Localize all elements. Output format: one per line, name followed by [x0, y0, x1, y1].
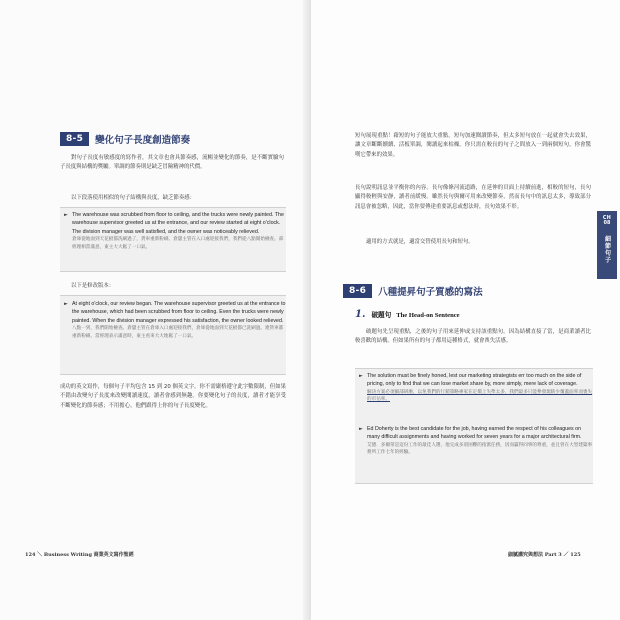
example-chinese: 解決方案必須細部研磨，以免我們的行銷策略專家在定價上失準太多，我們最多只能參發現缺少覆蓋面率而喪失的市佔率。 [367, 389, 593, 403]
example-english: The warehouse was scrubbed from floor to ceiling, and the trucks were newly painted. The warehouse supervisor greeted us at the entrance, and our review started at eight o'clock. The division manager was well satisfied, and the owner was noticeably relieved. [72, 212, 284, 235]
closing-paragraph: 成功的英文寫作，每個句子平均包含 15 到 20 個英文字，你不需嚴格遵守此字數限制，但如果不錯由改變句子長度來改變閱讀速度，讀者會感到無趣。你要變化句子的長度，讀者才能享受不斷變化的節奏感；不用擔心，他們跟得上你的句子長度變化。 [60, 384, 286, 409]
right-footer: 細膩講究與想法 Part 3 ／ 125 [508, 552, 581, 558]
section-heading-8-6 [343, 284, 483, 298]
example-english: Ed Doherty is the best candidate for the job, having earned the respect of his colleagues on many difficult assignments and having worked for seven years for a major architectural firm. [367, 426, 582, 441]
example-chinese: 倉庫從地面到天花板都洗刷過了，貨車重新粉刷。倉儲主管在入口處迎接我們，我們從八點開始檢查。部經理相當滿意，東主大大鬆了一口氣。 [72, 237, 284, 250]
chapter-label: CH [602, 216, 612, 221]
bullet-icon: ► [359, 373, 363, 379]
bullet-icon: ► [64, 212, 68, 218]
section-number: 8-5 [60, 132, 89, 146]
example-item-3 [359, 372, 593, 404]
long-sentence-paragraph: 長句說明訊息並平衡你的內容。長句像條河流道路，在延伸的頁面上持續前進，相較的短句，長句顯得較輕與安靜，讀者前緩慢。雖然長句與爾可用來改變節奏，然而長句中的訊息太多，導致部分訊息會被忽略，因此，當你要傳達重要訊息或想法時，長句效果不彰。 [355, 185, 591, 210]
left-footer: 124 ＼ Business Writing 商業英文寫作聖經 [25, 552, 134, 558]
subsection-title: 破題句 [371, 311, 392, 319]
intro-paragraph: 對句子長度有敏感度的寫作者，其文章也會具節奏感，流暢並變化的節奏，是不斷實驗句子長度與結構的獎勵。單調的節奏則是缺乏冒險精神的代價。 [60, 155, 284, 171]
lead-paragraph-1: 以下段落使用相似的句子結構與長度，缺乏節奏感： [71, 195, 195, 201]
subsection-english-title: The Head-on Sentence [396, 312, 460, 319]
section-number: 8-6 [343, 284, 372, 298]
head-on-intro-paragraph: 破題句先呈現重點，之後的句子用來延伸或支持該重點句。因為結構直接了當，是商業讀者比較喜歡的結構。但如果所有的句子都用這種格式，就會喪失活感。 [355, 329, 591, 345]
example-english: At eight o'clock, our review began. The warehouse supervisor greeted us at the entrance to the warehouse, which had been scrubbed from floor to ceiling. Even the trucks were newly painted. When the division manager expressed his satisfaction, the owner looked relieved. [72, 301, 286, 324]
example-item-4 [359, 425, 593, 457]
left-page [0, 0, 309, 620]
example-item-1 [64, 211, 286, 251]
example-item-2 [64, 300, 286, 340]
subsection-number: 1. [355, 309, 366, 320]
section-title: 變化句子長度創造節奏 [95, 135, 191, 146]
section-title: 八種提昇句子質感的寫法 [378, 287, 483, 298]
chapter-title-vertical: 細節句子 [604, 236, 611, 264]
alternate-paragraph: 適用的方式就是，適當交替使用長句和短句。 [366, 239, 474, 245]
lead-paragraph-2: 以下是修改版本： [71, 283, 115, 289]
example-english: The solution must be finely honed, lest our marketing strategists err too much on the side of pricing, only to find that we can lose market share by, more simply, mere lack of coverage. [367, 373, 582, 388]
short-sentence-paragraph: 短句展現重點！藉短的句子能放大重點。短句加速閱讀節奏，但太多短句放在一起就會失去效果，讓文章斷斷續續、活板單調，閱讀起來枯燥。你只需在較長的句子之間放入一到兩個短句，你會驚嘆它帶來的效果。 [355, 133, 591, 158]
bullet-icon: ► [64, 301, 68, 307]
example-chinese: 艾德．多爾蒂是這份工作的最佳人選，他完成多項困難的指派任務，因而贏得同事的尊重，並且曾在大型建築事務所工作七年的經驗。 [367, 442, 593, 456]
bullet-icon: ► [359, 426, 363, 432]
chapter-number: 08 [603, 221, 611, 226]
subsection-heading [355, 309, 460, 320]
section-heading-8-5 [60, 132, 190, 146]
right-page [311, 0, 620, 620]
example-chinese: 八點一到，我們開始檢查。倉儲主管在倉庫入口處迎接我們，倉庫從地面到天花板都已洗刷過。連貨車都重新粉刷。當經理表示滿意時，東主看來大大地鬆了一口氣。 [72, 326, 284, 339]
